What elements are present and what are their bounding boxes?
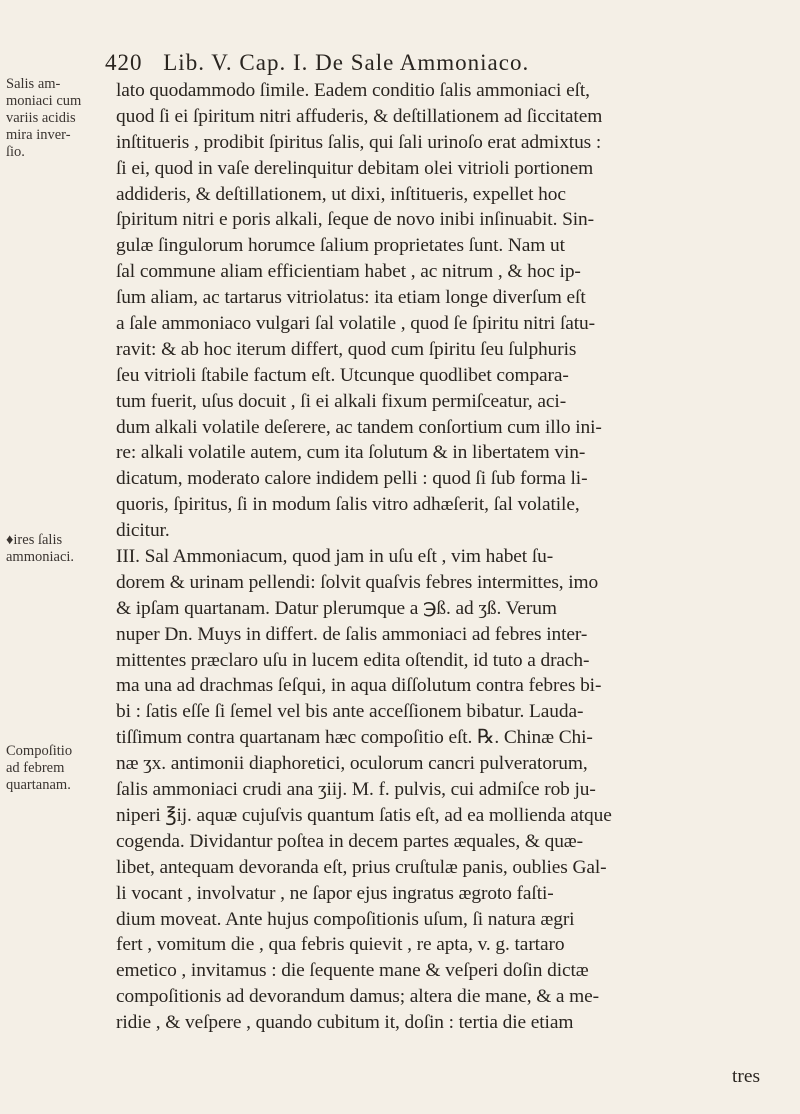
text-line: ſum aliam, ac tartarus vitriolatus: ita etiam longe diverſum eſt [116, 287, 586, 309]
text-line: emetico , invitamus : die ſequente mane & veſperi doſin dictæ [116, 960, 589, 982]
text-line: fert , vomitum die , qua febris quievit , re apta, v. g. tartaro [116, 934, 565, 956]
text-line: tum fuerit, uſus docuit , ſi ei alkali fixum permiſceatur, aci- [116, 390, 567, 412]
text-line: ridie , & veſpere , quando cubitum it, doſin : tertia die etiam [116, 1012, 574, 1034]
margin-note-line: variis acidis [6, 110, 76, 126]
text-line: cogenda. Dividantur poſtea in decem partes æquales, & quæ- [116, 830, 583, 852]
text-line: mittentes præclaro uſu in lucem edita oſtendit, id tuto a drach- [116, 649, 590, 671]
text-line: bi : ſatis eſſe ſi ſemel vel bis ante acceſſionem bibatur. Lauda- [116, 701, 584, 723]
text-line: a ſale ammoniaco vulgari ſal volatile , quod ſe ſpiritu nitri ſatu- [116, 313, 596, 335]
margin-note-line: moniaci cum [6, 93, 82, 109]
text-line: ma una ad drachmas ſeſqui, in aqua diſſolutum contra febres bi- [116, 675, 602, 697]
margin-note-salis-ammoniaci [6, 76, 102, 161]
text-line: inſtitueris , prodibit ſpiritus ſalis, qui ſali urinoſo erat admixtus : [116, 131, 602, 153]
margin-note-line: ſio. [6, 144, 25, 160]
text-line: III. Sal Ammoniacum, quod jam in uſu eſt , vim habet ſu- [116, 546, 554, 568]
margin-note-compositio [6, 743, 102, 794]
text-line: ſi ei, quod in vaſe derelinquitur debitam olei vitrioli portionem [116, 157, 594, 179]
page-number: 420 [105, 50, 143, 75]
margin-note-line: Compoſitio [6, 743, 73, 759]
text-line: dicitur. [116, 520, 170, 542]
text-line: & ipſam quartanam. Datur plerumque a ℈ß. ad ʒß. Verum [116, 597, 557, 619]
margin-note-line: quartanam. [6, 777, 71, 793]
running-header [105, 50, 745, 76]
text-line: ſalis ammoniaci crudi ana ʒiij. M. f. pulvis, cui admiſce rob ju- [116, 779, 596, 801]
text-line: re: alkali volatile autem, cum ita ſolutum & in libertatem vin- [116, 442, 586, 464]
margin-note-line: Salis am- [6, 76, 61, 92]
margin-notes [0, 0, 105, 1114]
text-line: niperi ℥ij. aquæ cujuſvis quantum ſatis eſt, ad ea mollienda atque [116, 804, 612, 826]
text-line: dum alkali volatile deſerere, ac tandem conſortium cum illo ini- [116, 416, 602, 438]
text-line: quoris, ſpiritus, ſi in modum ſalis vitro adhæſerit, ſal volatile, [116, 494, 580, 516]
body-text [116, 78, 766, 1036]
text-line: quod ſi ei ſpiritum nitri affuderis, & deſtillationem ad ſiccitatem [116, 105, 603, 127]
margin-note-line: mira inver- [6, 127, 71, 143]
text-line: ſal commune aliam efficientiam habet , ac nitrum , & hoc ip- [116, 261, 581, 283]
text-line: ſeu vitrioli ſtabile factum eſt. Utcunque quodlibet compara- [116, 364, 569, 386]
running-title: Lib. V. Cap. I. De Sale Ammoniaco. [163, 50, 530, 75]
text-line: lato quodammodo ſimile. Eadem conditio ſalis ammoniaci eſt, [116, 80, 590, 101]
text-line: libet, antequam devoranda eſt, prius cruſtulæ panis, oublies Gal- [116, 856, 607, 878]
text-line: dorem & urinam pellendi: ſolvit quaſvis febres intermittes, imo [116, 571, 599, 593]
catchword: tres [732, 1066, 760, 1087]
text-line: ravit: & ab hoc iterum differt, quod cum ſpiritu ſeu ſulphuris [116, 338, 577, 360]
text-line: ſpiritum nitri e poris alkali, ſeque de novo inibi inſinuabit. Sin- [116, 209, 595, 231]
text-line: compoſitionis ad devorandum damus; altera die mane, & a me- [116, 986, 600, 1008]
text-line: dicatum, moderato calore indidem pelli : quod ſi ſub forma li- [116, 468, 588, 490]
text-line: næ ʒx. antimonii diaphoretici, oculorum cancri pulveratorum, [116, 753, 588, 775]
text-line: addideris, & deſtillationem, ut dixi, inſtitueris, expellet hoc [116, 183, 566, 205]
text-line: dium moveat. Ante hujus compoſitionis uſum, ſi natura ægri [116, 908, 575, 930]
text-line: li vocant , involvatur , ne ſapor ejus ingratus ægroto faſti- [116, 882, 554, 904]
text-line: tiſſimum contra quartanam hæc compoſitio eſt. ℞. Chinæ Chi- [116, 727, 593, 749]
text-line: nuper Dn. Muys in differt. de ſalis ammoniaci ad febres inter- [116, 623, 588, 645]
text-line: gulæ ſingulorum horumce ſalium proprietates ſunt. Nam ut [116, 235, 565, 257]
margin-note-line: ad febrem [6, 760, 65, 776]
margin-note-line: ammoniaci. [6, 549, 75, 565]
margin-note-vires [6, 532, 102, 566]
margin-note-line: ♦ires ſalis [6, 532, 63, 548]
